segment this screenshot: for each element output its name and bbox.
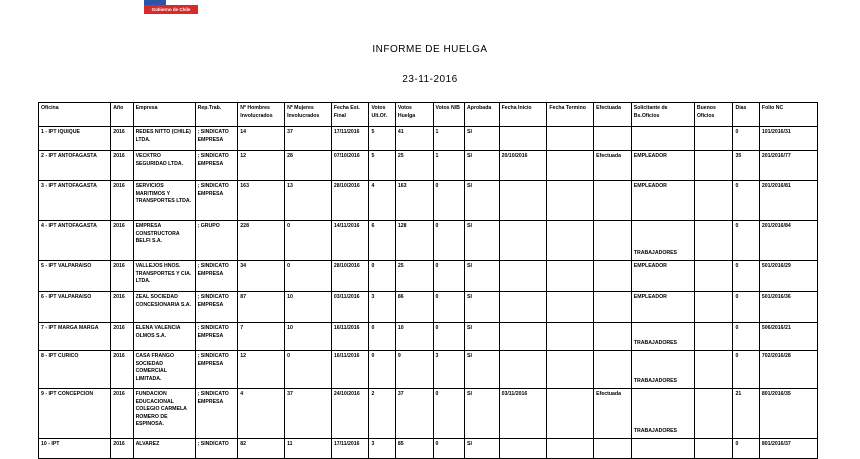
table-cell: ; SINDICATO EMPRESA	[195, 181, 238, 221]
table-cell: 801/2016/35	[759, 389, 817, 439]
table-cell: 0	[733, 323, 759, 351]
table-cell	[499, 261, 547, 292]
table-cell: EMPLEADOR	[631, 261, 694, 292]
logo-red-band: Gobierno de Chile	[144, 5, 198, 14]
table-cell: 3	[433, 351, 465, 389]
table-cell: 2016	[111, 181, 133, 221]
table-cell: 0	[433, 323, 465, 351]
report-title: INFORME DE HUELGA	[372, 44, 488, 55]
table-cell	[594, 323, 632, 351]
table-cell: VECKTRO SEGURIDAD LTDA.	[133, 151, 195, 181]
table-cell: 201/2016/84	[759, 221, 817, 261]
table-cell: 0	[433, 181, 465, 221]
table-cell: 82	[238, 439, 285, 459]
table-cell: 16/11/2016	[331, 323, 369, 351]
table-cell	[594, 439, 632, 459]
column-header: Fecha Inicio	[499, 103, 547, 127]
table-cell: 21	[733, 389, 759, 439]
table-cell: 5	[369, 151, 395, 181]
table-cell: ; SINDICATO EMPRESA	[195, 323, 238, 351]
table-cell: 5 - IPT VALPARAISO	[39, 261, 111, 292]
table-cell: 2016	[111, 351, 133, 389]
table-cell: SI	[465, 151, 500, 181]
table-cell	[499, 439, 547, 459]
table-cell: 702/2016/28	[759, 351, 817, 389]
table-cell: 86	[395, 292, 433, 323]
column-header: Oficina	[39, 103, 111, 127]
table-cell: 41	[395, 127, 433, 151]
table-cell: 03/11/2016	[331, 292, 369, 323]
table-cell: SI	[465, 181, 500, 221]
table-cell: 10	[285, 292, 332, 323]
table-cell	[499, 323, 547, 351]
table-cell	[694, 181, 733, 221]
table-cell: 03/11/2016	[499, 389, 547, 439]
table-cell: 07/10/2016	[331, 151, 369, 181]
column-header: Aprobada	[465, 103, 500, 127]
table-cell	[547, 181, 594, 221]
table-cell: 25	[395, 151, 433, 181]
table-row	[39, 261, 818, 292]
table-cell: ; SINDICATO EMPRESA	[195, 151, 238, 181]
table-cell	[547, 389, 594, 439]
table-cell: 163	[238, 181, 285, 221]
table-cell: 10	[285, 323, 332, 351]
table-cell: SI	[465, 439, 500, 459]
table-cell: 4	[369, 181, 395, 221]
table-cell	[694, 151, 733, 181]
table-cell: EMPRESA CONSTRUCTORA BELFI S.A.	[133, 221, 195, 261]
table-cell: 0	[733, 292, 759, 323]
table-cell: TRABAJADORES	[631, 323, 694, 351]
table-cell: 0	[733, 181, 759, 221]
column-header: Empresa	[133, 103, 195, 127]
table-cell: ; SINDICATO EMPRESA	[195, 292, 238, 323]
table-cell: 2016	[111, 127, 133, 151]
table-cell: SI	[465, 221, 500, 261]
table-cell: 14	[238, 127, 285, 151]
table-cell: 25	[395, 261, 433, 292]
table-cell: 501/2016/29	[759, 261, 817, 292]
table-row	[39, 151, 818, 181]
table-cell: 12	[238, 351, 285, 389]
table-cell: 0	[285, 261, 332, 292]
table-cell: 16/11/2016	[331, 351, 369, 389]
table-cell: 0	[433, 389, 465, 439]
table-cell	[547, 351, 594, 389]
table-cell: EMPLEADOR	[631, 181, 694, 221]
column-header: Fecha Est. Final	[331, 103, 369, 127]
column-header: Nº Hombres Involucrados	[238, 103, 285, 127]
table-header-row	[39, 103, 818, 127]
table-cell	[547, 323, 594, 351]
table-cell: 2016	[111, 261, 133, 292]
table-cell: 87	[238, 292, 285, 323]
table-cell: 1	[433, 127, 465, 151]
table-cell: ; SINDICATO EMPRESA	[195, 127, 238, 151]
table-cell: 17/11/2016	[331, 439, 369, 459]
strike-report-table	[38, 102, 818, 459]
column-header: Votos Ult.Of.	[369, 103, 395, 127]
table-cell: SI	[465, 323, 500, 351]
table-row	[39, 292, 818, 323]
table-cell: 1	[433, 151, 465, 181]
table-cell: ; GRUPO	[195, 221, 238, 261]
table-cell: 201/2016/77	[759, 151, 817, 181]
table-cell: 37	[285, 389, 332, 439]
table-cell: 4	[238, 389, 285, 439]
table-cell: 2016	[111, 221, 133, 261]
column-header: Folio NC	[759, 103, 817, 127]
table-cell	[694, 292, 733, 323]
table-cell	[594, 127, 632, 151]
table-cell	[499, 292, 547, 323]
table-cell: 0	[433, 292, 465, 323]
table-cell	[594, 221, 632, 261]
table-cell: 12	[238, 151, 285, 181]
table-cell: 2016	[111, 323, 133, 351]
table-cell: 2016	[111, 292, 133, 323]
table-cell: 24/10/2016	[331, 389, 369, 439]
table-cell: 101/2016/31	[759, 127, 817, 151]
table-cell	[694, 221, 733, 261]
table-cell	[594, 292, 632, 323]
table-cell: SI	[465, 351, 500, 389]
table-cell: ; SINDICATO EMPRESA	[195, 389, 238, 439]
table-cell	[594, 181, 632, 221]
table-cell: 9	[395, 351, 433, 389]
table-row	[39, 127, 818, 151]
table-row	[39, 181, 818, 221]
table-cell: ZEAL SOCIEDAD CONCESIONARIA S.A.	[133, 292, 195, 323]
table-cell: 0	[733, 127, 759, 151]
table-cell: EMPLEADOR	[631, 292, 694, 323]
table-cell: 0	[733, 221, 759, 261]
table-cell: 0	[733, 439, 759, 459]
table-cell: ; SINDICATO EMPRESA	[195, 351, 238, 389]
table-cell: 0	[433, 439, 465, 459]
table-cell: 20/10/2016	[499, 151, 547, 181]
table-cell: 0	[733, 261, 759, 292]
column-header: Votos Huelga	[395, 103, 433, 127]
table-row	[39, 221, 818, 261]
table-cell: 28/10/2016	[331, 261, 369, 292]
table-cell: 28/10/2016	[331, 181, 369, 221]
table-cell	[547, 151, 594, 181]
table-cell: 2016	[111, 439, 133, 459]
table-cell: 7 - IPT MARGA MARGA	[39, 323, 111, 351]
table-row	[39, 323, 818, 351]
table-cell: Efectuada	[594, 389, 632, 439]
table-cell: 3 - IPT ANTOFAGASTA	[39, 181, 111, 221]
table-cell	[694, 127, 733, 151]
table-cell: Efectuada	[594, 151, 632, 181]
table-cell: 0	[369, 351, 395, 389]
table-cell: 35	[733, 151, 759, 181]
table-cell: 3	[369, 292, 395, 323]
table-cell	[547, 127, 594, 151]
table-cell: 506/2016/21	[759, 323, 817, 351]
table-cell	[547, 292, 594, 323]
table-row	[39, 439, 818, 459]
column-header: Buenos Oficios	[694, 103, 733, 127]
table-cell	[631, 439, 694, 459]
table-cell	[694, 389, 733, 439]
table-cell: ALVAREZ	[133, 439, 195, 459]
table-cell: 28	[285, 151, 332, 181]
table-cell: 2016	[111, 389, 133, 439]
table-cell: 2 - IPT ANTOFAGASTA	[39, 151, 111, 181]
table-cell: 501/2016/36	[759, 292, 817, 323]
table-cell: SI	[465, 292, 500, 323]
table-cell: 37	[395, 389, 433, 439]
table-cell: 85	[395, 439, 433, 459]
table-cell	[547, 439, 594, 459]
table-cell	[594, 261, 632, 292]
table-row	[39, 389, 818, 439]
column-header: Votos N/B	[433, 103, 465, 127]
table-cell	[499, 351, 547, 389]
table-cell: REDES NITTO (CHILE) LTDA.	[133, 127, 195, 151]
table-cell: 14/11/2016	[331, 221, 369, 261]
table-cell: 228	[238, 221, 285, 261]
table-cell: 0	[369, 323, 395, 351]
table-row	[39, 351, 818, 389]
table-cell	[694, 439, 733, 459]
table-cell: ; SINDICATO	[195, 439, 238, 459]
table-cell: 17/11/2016	[331, 127, 369, 151]
table-cell: 6 - IPT VALPARAISO	[39, 292, 111, 323]
table-cell: 0	[369, 261, 395, 292]
table-cell: 1 - IPT IQUIQUE	[39, 127, 111, 151]
gobierno-logo	[144, 0, 198, 14]
table-cell	[499, 127, 547, 151]
table-cell: SI	[465, 389, 500, 439]
column-header: Días	[733, 103, 759, 127]
table-cell: 7	[238, 323, 285, 351]
column-header: Efectuada	[594, 103, 632, 127]
table-cell: 8 - IPT CURICO	[39, 351, 111, 389]
table-cell: 10 - IPT	[39, 439, 111, 459]
table-cell: 9 - IPT CONCEPCION	[39, 389, 111, 439]
table-cell: SI	[465, 261, 500, 292]
table-cell: 5	[369, 127, 395, 151]
table-cell: TRABAJADORES	[631, 221, 694, 261]
table-cell: 11	[285, 439, 332, 459]
column-header: Rep.Trab.	[195, 103, 238, 127]
table-cell	[694, 261, 733, 292]
table-cell	[547, 261, 594, 292]
table-cell: EMPLEADOR	[631, 151, 694, 181]
table-cell: SI	[465, 127, 500, 151]
table-cell: 2	[369, 389, 395, 439]
table-cell: 0	[285, 221, 332, 261]
column-header: Solicitante de Bs.Oficios	[631, 103, 694, 127]
table-cell: 801/2016/37	[759, 439, 817, 459]
table-cell	[694, 351, 733, 389]
table-cell: 201/2016/81	[759, 181, 817, 221]
table-cell: 3	[369, 439, 395, 459]
table-cell: 10	[395, 323, 433, 351]
table-cell: 0	[733, 351, 759, 389]
table-cell: ELENA VALENCIA OLMOS S.A.	[133, 323, 195, 351]
table-cell: FUNDACION EDUCACIONAL COLEGIO CARMELA ROMERO DE ESPINOSA.	[133, 389, 195, 439]
table-cell: ; SINDICATO EMPRESA	[195, 261, 238, 292]
table-cell	[499, 181, 547, 221]
table-cell: 0	[285, 351, 332, 389]
table-cell: 4 - IPT ANTOFAGASTA	[39, 221, 111, 261]
table-cell: SERVICIOS MARITIMOS Y TRANSPORTES LTDA.	[133, 181, 195, 221]
table-cell	[547, 221, 594, 261]
table-cell: 2016	[111, 151, 133, 181]
table-cell: CASA FRANGO SOCIEDAD COMERCIAL LIMITADA.	[133, 351, 195, 389]
table-body	[39, 127, 818, 459]
table-cell: 34	[238, 261, 285, 292]
column-header: Año	[111, 103, 133, 127]
table-cell: TRABAJADORES	[631, 351, 694, 389]
table-cell	[694, 323, 733, 351]
table-cell: 13	[285, 181, 332, 221]
column-header: Fecha Termino	[547, 103, 594, 127]
table-cell	[499, 221, 547, 261]
table-cell: TRABAJADORES	[631, 389, 694, 439]
table-cell: VALLEJOS HNOS. TRANSPORTES Y CIA. LTDA.	[133, 261, 195, 292]
table-cell: 37	[285, 127, 332, 151]
table-cell: 128	[395, 221, 433, 261]
table-cell	[594, 351, 632, 389]
column-header: Nº Mujeres Involucrados	[285, 103, 332, 127]
table-cell: 6	[369, 221, 395, 261]
table-cell	[631, 127, 694, 151]
table-cell: 163	[395, 181, 433, 221]
table-cell: 0	[433, 221, 465, 261]
report-date: 23-11-2016	[402, 74, 458, 85]
table-cell: 0	[433, 261, 465, 292]
